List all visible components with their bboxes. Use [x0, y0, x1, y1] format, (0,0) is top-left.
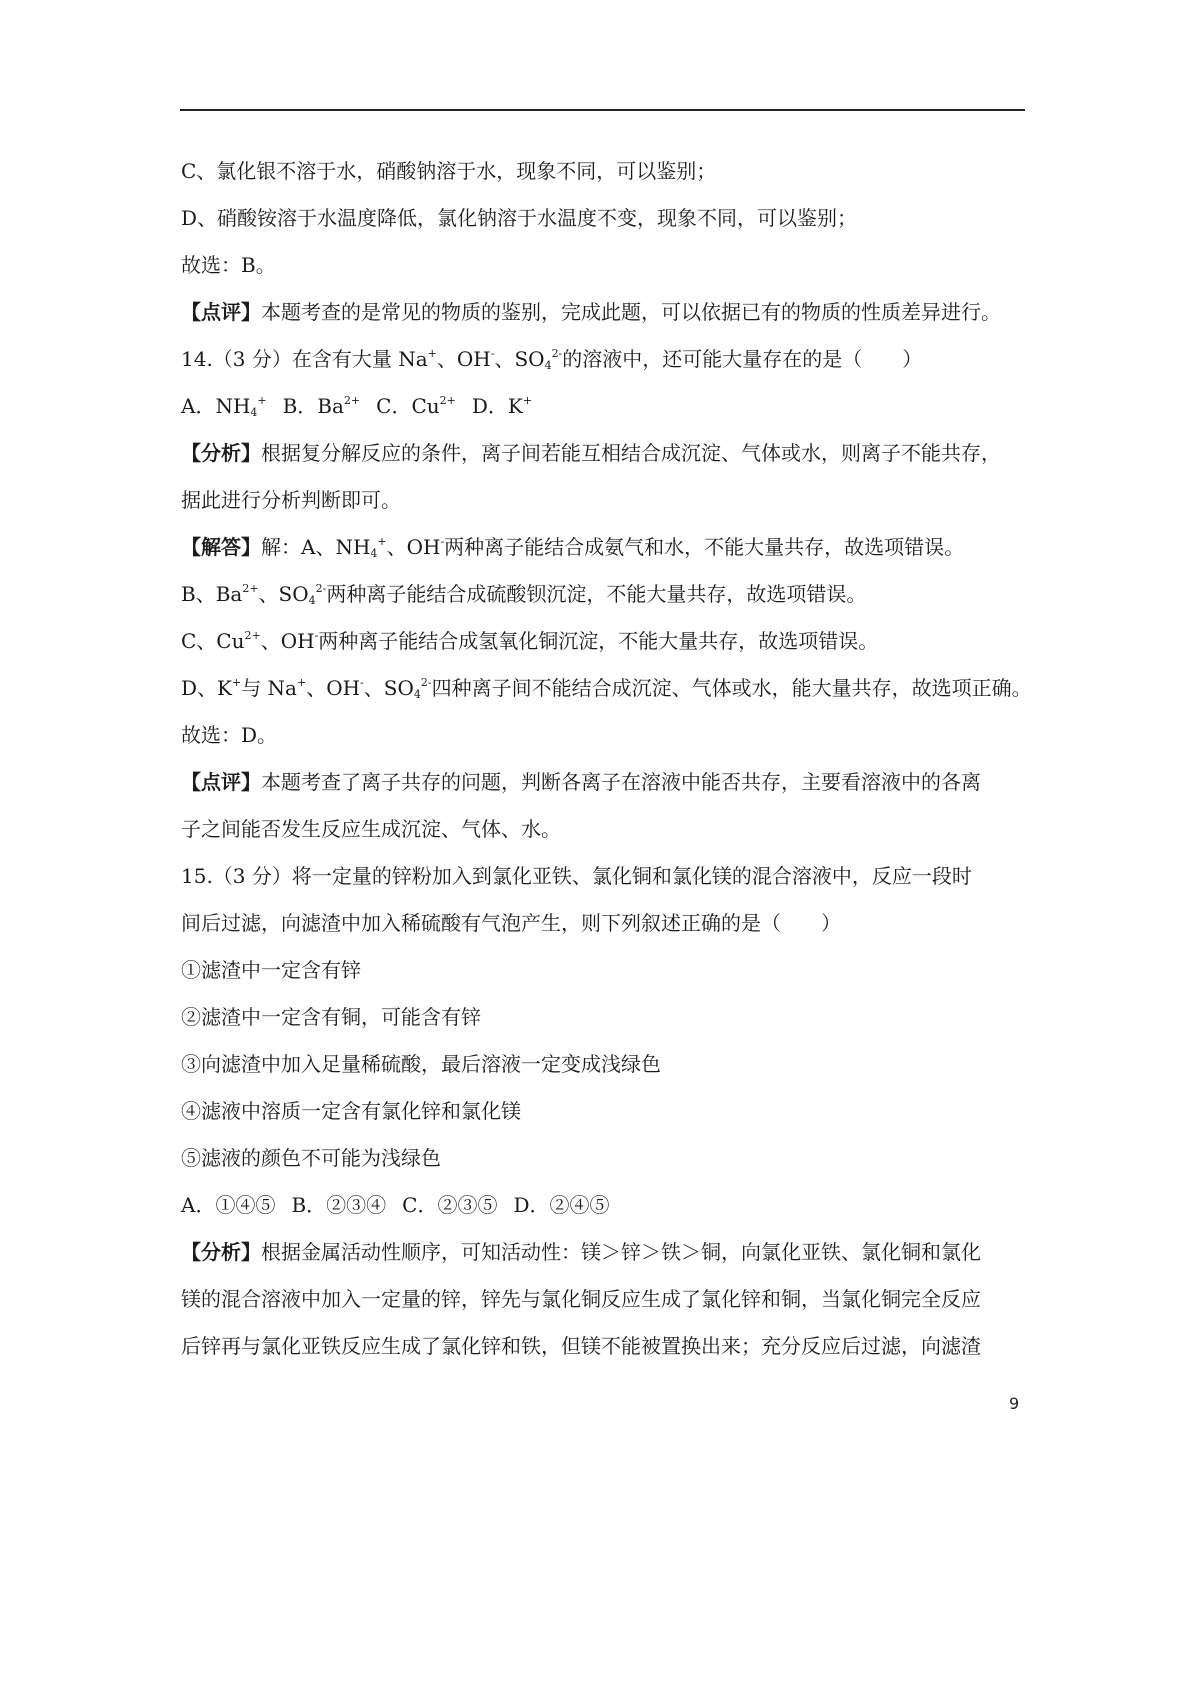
answer-text: 、OH: [260, 629, 315, 653]
answer-text: 两种离子能结合成硫酸钡沉淀，不能大量共存，故选项错误。: [326, 582, 867, 606]
subscript: 4: [370, 547, 378, 560]
review-tag: 【点评】: [181, 300, 261, 324]
review-text: 本题考查了离子共存的问题，判断各离子在溶液中能否共存，主要看溶液中的各离: [261, 770, 981, 794]
option-c: C．Cu: [376, 394, 440, 418]
statement-5: ⑤滤液的颜色不可能为浅绿色: [181, 1146, 441, 1170]
option-a: A．NH: [181, 394, 251, 418]
question-14-options: [181, 383, 1026, 430]
superscript: 2+: [242, 582, 259, 595]
superscript: -: [490, 347, 495, 360]
answer-text: 四种离子间不能结合成沉淀、气体或水，能大量共存，故选项正确。: [431, 676, 1032, 700]
option-d: D．K: [471, 394, 523, 418]
answer-line: [181, 618, 1026, 665]
superscript: +: [231, 676, 242, 689]
answer-text: 、OH: [386, 535, 441, 559]
stem-text: 、SO: [494, 347, 545, 371]
statement-1: ①滤渣中一定含有锌: [181, 958, 361, 982]
superscript: +: [296, 676, 307, 689]
analysis-line: [181, 1229, 1026, 1276]
stem-text: 14.（3 分）在含有大量 Na: [181, 347, 428, 371]
statement-3: ③向滤渣中加入足量稀硫酸，最后溶液一定变成浅绿色: [181, 1052, 661, 1076]
option-b: B．②③④: [291, 1193, 387, 1217]
superscript: 2+: [439, 394, 456, 407]
superscript: +: [377, 535, 387, 548]
answer-text: 两种离子能结合成氨气和水，不能大量共存，故选项错误。: [444, 535, 965, 559]
answer-text: C、Cu: [181, 629, 245, 653]
answer-line: [181, 524, 1026, 571]
option-b: B．Ba: [282, 394, 344, 418]
superscript: 2-: [315, 582, 327, 595]
superscript: -: [440, 535, 445, 548]
answer-text: 、OH: [306, 676, 361, 700]
text-line: C、氯化银不溶于水，硝酸钠溶于水，现象不同，可以鉴别；: [181, 159, 717, 183]
analysis-line: 据此进行分析判断即可。: [181, 488, 401, 512]
question-15-stem: 间后过滤，向滤渣中加入稀硫酸有气泡产生，则下列叙述正确的是（ ）: [181, 911, 841, 935]
answer-text: 两种离子能结合成氢氧化铜沉淀，不能大量共存，故选项错误。: [318, 629, 879, 653]
option-a: A．①④⑤: [181, 1193, 276, 1217]
superscript: +: [257, 394, 267, 407]
superscript: +: [427, 347, 437, 360]
page-number: 9: [1009, 1394, 1020, 1413]
answer-text: 解：A、NH: [261, 535, 371, 559]
analysis-tag: 【分析】: [181, 1240, 261, 1264]
statement-4: ④滤液中溶质一定含有氯化锌和氯化镁: [181, 1099, 521, 1123]
superscript: -: [360, 676, 364, 689]
analysis-text: 根据复分解反应的条件，离子间若能互相结合成沉淀、气体或水，则离子不能共存，: [261, 441, 1001, 465]
superscript: 2-: [420, 676, 432, 689]
statement-2: ②滤渣中一定含有铜，可能含有锌: [181, 1005, 481, 1029]
answer-text: 与 Na: [241, 676, 297, 700]
analysis-line: 镁的混合溶液中加入一定量的锌，锌先与氯化铜反应生成了氯化锌和铜，当氯化铜完全反应: [181, 1287, 981, 1311]
superscript: 2-: [551, 347, 563, 360]
review-line: [181, 289, 1026, 336]
superscript: +: [522, 394, 533, 407]
review-tag: 【点评】: [181, 770, 261, 794]
review-line: 子之间能否发生反应生成沉淀、气体、水。: [181, 817, 561, 841]
document-body: [181, 148, 1032, 1370]
choice-line: 故选：D。: [181, 723, 278, 747]
header-rule: [180, 109, 1025, 111]
review-text: 本题考查的是常见的物质的鉴别，完成此题，可以依据已有的物质的性质差异进行。: [261, 300, 1001, 324]
answer-line: [181, 571, 1026, 618]
analysis-tag: 【分析】: [181, 441, 261, 465]
text-line: D、硝酸铵溶于水温度降低，氯化钠溶于水温度不变，现象不同，可以鉴别；: [181, 206, 858, 230]
option-d: D．②④⑤: [513, 1193, 610, 1217]
text-line: 故选：B。: [181, 253, 276, 277]
stem-text: 、OH: [436, 347, 491, 371]
answer-text: 、SO: [363, 676, 414, 700]
analysis-line: [181, 430, 1026, 477]
subscript: 4: [250, 406, 258, 419]
question-15-stem: 15.（3 分）将一定量的锌粉加入到氯化亚铁、氯化铜和氯化镁的混合溶液中，反应一段时: [181, 864, 972, 888]
superscript: -: [314, 629, 319, 642]
answer-text: 、SO: [258, 582, 309, 606]
question-14-stem: [181, 336, 1026, 383]
stem-text: 的溶液中，还可能大量存在的是（ ）: [562, 347, 923, 371]
subscript: 4: [544, 359, 552, 372]
answer-tag: 【解答】: [181, 535, 261, 559]
subscript: 4: [308, 594, 316, 607]
analysis-line: 后锌再与氯化亚铁反应生成了氯化锌和铁，但镁不能被置换出来；充分反应后过滤，向滤渣: [181, 1334, 981, 1358]
superscript: 2+: [244, 629, 261, 642]
analysis-text: 根据金属活动性顺序，可知活动性：镁＞锌＞铁＞铜，向氯化亚铁、氯化铜和氯化: [261, 1240, 981, 1264]
answer-text: B、Ba: [181, 582, 243, 606]
question-15-options: [181, 1182, 1026, 1229]
superscript: 2+: [343, 394, 361, 407]
answer-text: D、K: [181, 676, 232, 700]
answer-line: [181, 665, 1032, 712]
subscript: 4: [413, 688, 421, 701]
review-line: [181, 759, 1026, 806]
option-c: C．②③⑤: [402, 1193, 498, 1217]
